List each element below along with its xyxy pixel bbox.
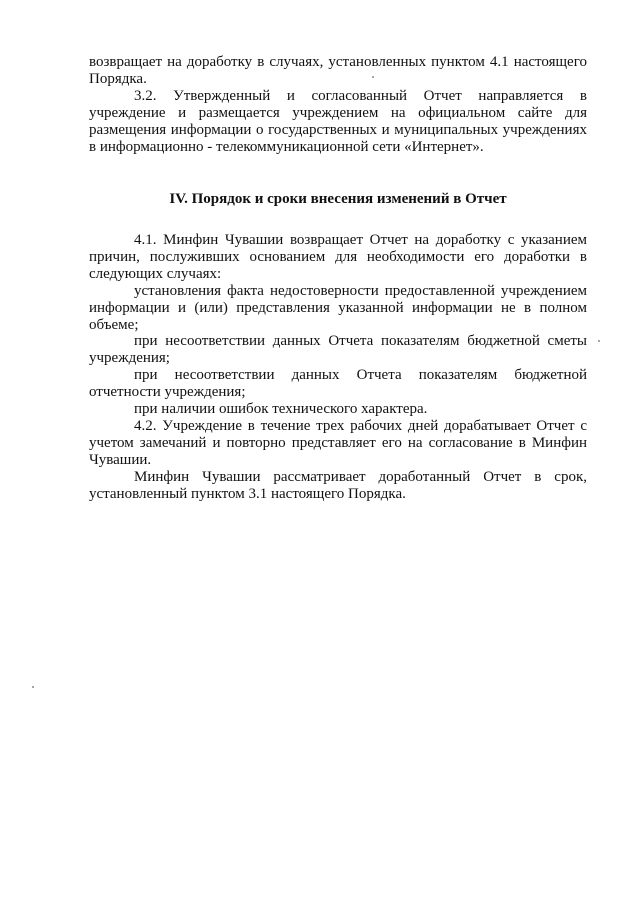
paragraph-4-1: 4.1. Минфин Чувашии возвращает Отчет на доработку с указанием причин, послуживших основанием для необходимости его доработки в следующих случаях: [89,232,587,282]
scan-speck [372,76,374,78]
paragraph-continuation: возвращает на доработку в случаях, установленных пунктом 4.1 настоящего Порядка. [89,54,587,87]
list-item-case-2: при несоответствии данных Отчета показателям бюджетной сметы учреждения; [89,333,587,367]
scan-speck [598,340,600,342]
section-heading: IV. Порядок и сроки внесения изменений в Отчет [169,191,507,207]
paragraph-4-2: 4.2. Учреждение в течение трех рабочих дней дорабатывает Отчет с учетом замечаний и повторно представляет его на согласование в Минфин Чувашии. [89,417,587,468]
scan-speck [32,686,34,688]
paragraph-3-2: 3.2. Утвержденный и согласованный Отчет направляется в учреждение и размещается учреждением на официальном сайте для размещения информации о государственных и муниципальных учреждениях в информационно - телекоммуникационной сети «Интернет». [89,87,587,155]
section-iv-text-block [89,232,587,503]
list-item-case-1: установления факта недостоверности предоставленной учреждением информации и (или) представления указанной информации не в полном объеме; [89,282,587,333]
paragraph-review: Минфин Чувашии рассматривает доработанный Отчет в срок, установленный пунктом 3.1 настоящего Порядка. [89,468,587,502]
intro-text-block [89,54,587,155]
list-item-case-3: при несоответствии данных Отчета показателям бюджетной отчетности учреждения; [89,367,587,401]
list-item-case-4: при наличии ошибок технического характера. [134,401,428,418]
